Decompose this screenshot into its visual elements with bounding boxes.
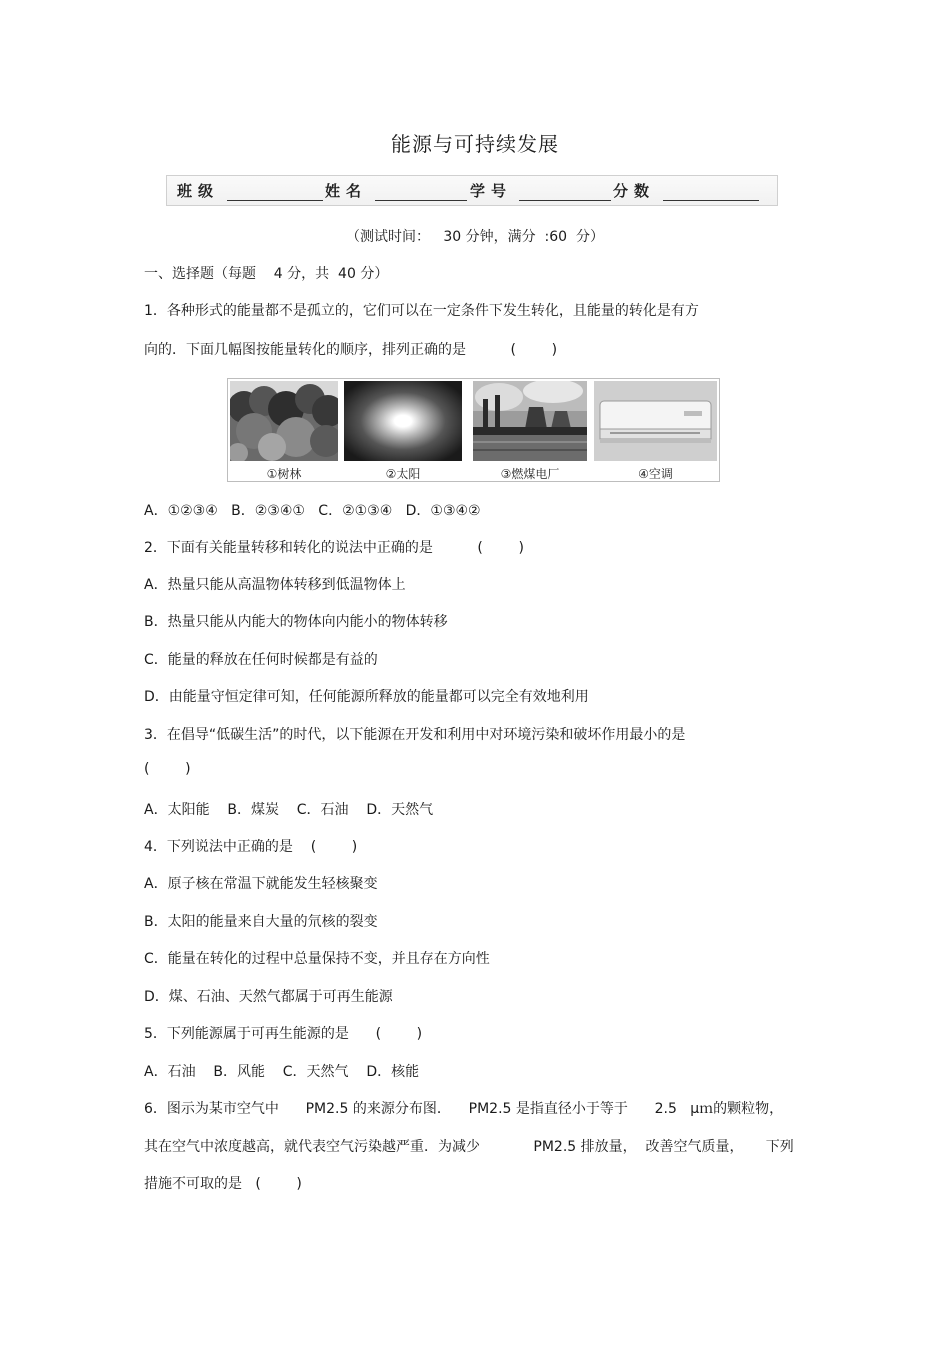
question-3-line-1: 3．在倡导“低碳生活”的时代，以下能源在开发和利用中对环境污染和破坏作用最小的是 bbox=[144, 727, 686, 743]
caption-forest: ①树林 bbox=[266, 467, 302, 481]
question-5-options: A．石油 B．风能 C．天然气 D．核能 bbox=[144, 1064, 420, 1080]
caption-air-conditioner: ④空调 bbox=[638, 467, 673, 481]
energy-conversion-figure bbox=[227, 378, 720, 482]
question-2-option-d: D．由能量守恒定律可知，任何能源所释放的能量都可以完全有效地利用 bbox=[144, 689, 589, 705]
question-4-option-a: A．原子核在常温下就能发生轻核聚变 bbox=[144, 876, 378, 892]
test-info: （测试时间： 30 分钟，满分 :60 分） bbox=[346, 229, 604, 245]
power-plant-image bbox=[473, 381, 587, 461]
question-2: 2．下面有关能量转移和转化的说法中正确的是 ( ) bbox=[144, 540, 524, 556]
question-4: 4．下列说法中正确的是 ( ) bbox=[144, 839, 358, 855]
question-3-line-2: ( ) bbox=[144, 761, 191, 777]
question-4-option-b: B．太阳的能量来自大量的氘核的裂变 bbox=[144, 914, 378, 930]
question-6-line-1: 6．图示为某市空气中 PM2.5 的来源分布图． PM2.5 是指直径小于等于 2.5 μｍ的颗粒物， bbox=[144, 1101, 784, 1117]
air-conditioner-image bbox=[594, 381, 717, 461]
question-1-line-2: 向的．下面几幅图按能量转化的顺序，排列正确的是 ( ) bbox=[144, 342, 558, 358]
section-heading: 一、选择题（每题 4 分，共 40 分） bbox=[144, 266, 389, 282]
question-5: 5．下列能源属于可再生能源的是 ( ) bbox=[144, 1026, 423, 1042]
question-6-line-3: 措施不可取的是 ( ) bbox=[144, 1176, 302, 1192]
name-label: 姓名 bbox=[325, 182, 368, 200]
score-label: 分数 bbox=[613, 182, 656, 200]
caption-sun: ②太阳 bbox=[385, 467, 421, 481]
student-number-blank bbox=[519, 200, 611, 201]
caption-power-plant: ③燃煤电厂 bbox=[500, 467, 560, 481]
student-number-label: 学号 bbox=[470, 182, 513, 200]
student-info-bar bbox=[166, 175, 778, 206]
name-blank bbox=[375, 200, 467, 201]
question-4-option-c: C．能量在转化的过程中总量保持不变，并且存在方向性 bbox=[144, 951, 490, 967]
sun-image bbox=[344, 381, 462, 461]
question-4-option-d: D．煤、石油、天然气都属于可再生能源 bbox=[144, 989, 393, 1005]
question-1-line-1: 1．各种形式的能量都不是孤立的，它们可以在一定条件下发生转化，且能量的转化是有方 bbox=[144, 303, 699, 319]
question-2-option-c: C．能量的释放在任何时候都是有益的 bbox=[144, 652, 378, 668]
score-blank bbox=[663, 200, 759, 201]
class-blank bbox=[227, 200, 323, 201]
question-3-options: A．太阳能 B．煤炭 C．石油 D．天然气 bbox=[144, 802, 434, 818]
question-2-option-a: A．热量只能从高温物体转移到低温物体上 bbox=[144, 577, 406, 593]
question-2-option-b: B．热量只能从内能大的物体向内能小的物体转移 bbox=[144, 614, 448, 630]
question-6-line-2: 其在空气中浓度越高，就代表空气污染越严重．为减少 PM2.5 排放量， 改善空气质量， 下列 bbox=[144, 1139, 794, 1155]
page-title: 能源与可持续发展 bbox=[391, 132, 559, 156]
forest-image bbox=[230, 381, 338, 461]
class-label: 班级 bbox=[177, 182, 220, 200]
question-1-options: A．①②③④ B．②③④① C．②①③④ D．①③④② bbox=[144, 503, 481, 519]
